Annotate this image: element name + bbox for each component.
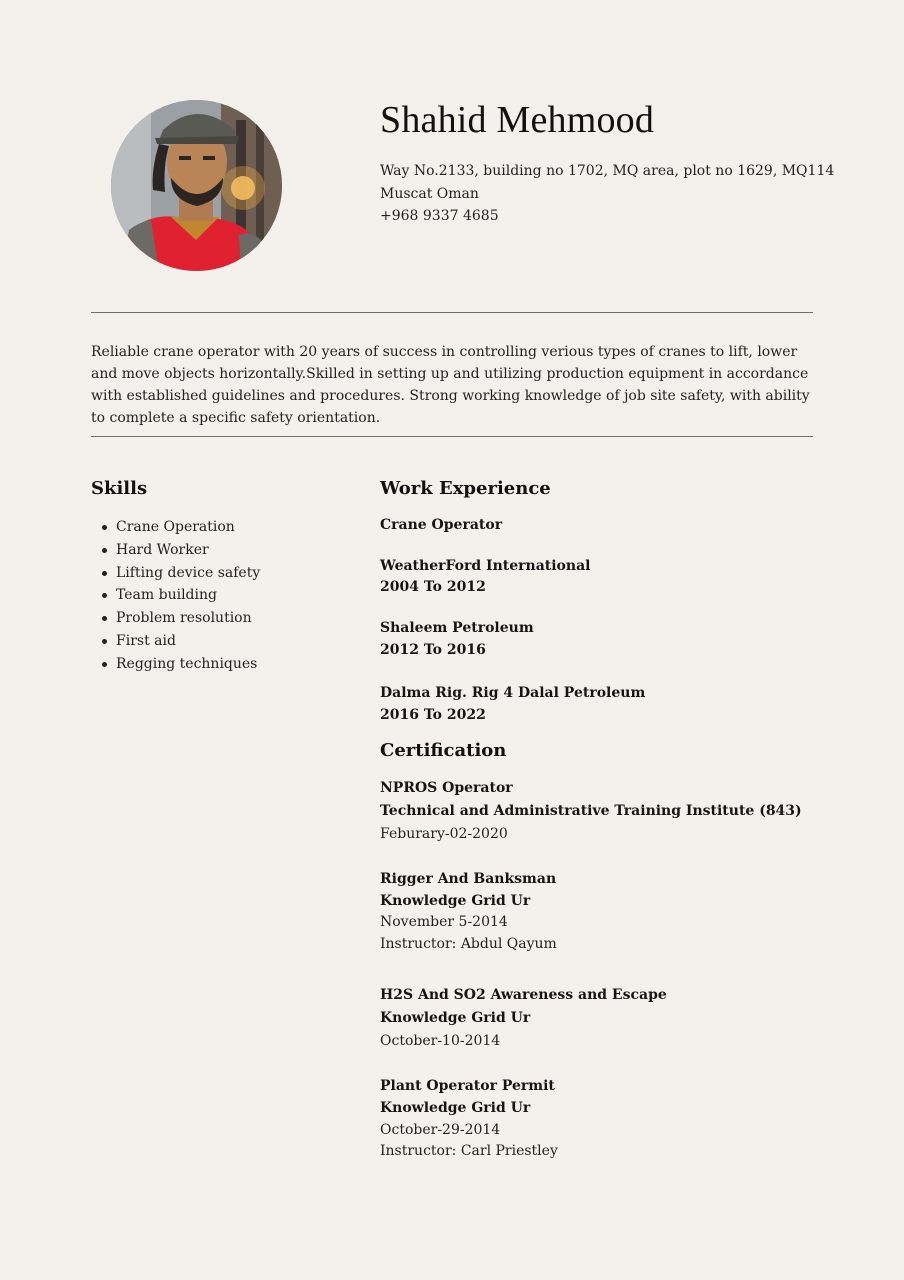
cert-instructor: Instructor: Abdul Qayum bbox=[380, 936, 557, 952]
cert-instructor: Instructor: Carl Priestley bbox=[380, 1143, 558, 1159]
job-position: Crane Operator bbox=[380, 517, 503, 533]
profile-photo bbox=[111, 100, 282, 271]
divider-top bbox=[91, 312, 813, 313]
cert-institute: Knowledge Grid Ur bbox=[380, 893, 531, 909]
job-company: WeatherFord International bbox=[380, 558, 591, 574]
cert-institute: Technical and Administrative Training Institute (843) bbox=[380, 803, 802, 819]
job-company: Dalma Rig. Rig 4 Dalal Petroleum bbox=[380, 685, 646, 701]
profile-portrait-illustration bbox=[111, 100, 282, 271]
phone-number: +968 9337 4685 bbox=[380, 208, 499, 224]
job-period: 2012 To 2016 bbox=[380, 642, 486, 658]
professional-summary: Reliable crane operator with 20 years of success in controlling verious types of cranes to lift, lower and move objects horizontally.Skilled in setting up and utilizing production equipment in accordance with established guidelines and procedures. Strong working knowledge of job site safety, with ability to complete a specific safety orientation. bbox=[91, 344, 810, 426]
skill-item: Hard Worker bbox=[91, 539, 260, 562]
cert-institute: Knowledge Grid Ur bbox=[380, 1010, 531, 1026]
cert-date: October-29-2014 bbox=[380, 1122, 501, 1138]
skill-item: First aid bbox=[91, 630, 260, 653]
job-period: 2004 To 2012 bbox=[380, 579, 486, 595]
cert-institute: Knowledge Grid Ur bbox=[380, 1100, 531, 1116]
cert-date: Feburary-02-2020 bbox=[380, 826, 508, 842]
address-line-2: Muscat Oman bbox=[380, 185, 479, 202]
job-period: 2016 To 2022 bbox=[380, 707, 486, 723]
cert-name: NPROS Operator bbox=[380, 780, 513, 796]
skill-item: Team building bbox=[91, 584, 260, 607]
contact-details bbox=[380, 160, 834, 228]
skill-item: Crane Operation bbox=[91, 516, 260, 539]
cert-name: H2S And SO2 Awareness and Escape bbox=[380, 987, 667, 1003]
divider-bottom bbox=[91, 436, 813, 437]
cert-name: Plant Operator Permit bbox=[380, 1078, 555, 1094]
cert-name: Rigger And Banksman bbox=[380, 871, 557, 887]
skills-heading: Skills bbox=[91, 478, 148, 499]
cert-date: November 5-2014 bbox=[380, 914, 508, 930]
skill-item: Problem resolution bbox=[91, 607, 260, 630]
address-line-1: Way No.2133, building no 1702, MQ area, plot no 1629, MQ114 bbox=[380, 163, 835, 179]
cert-date: October-10-2014 bbox=[380, 1033, 501, 1049]
work-experience-heading: Work Experience bbox=[380, 478, 551, 499]
job-company: Shaleem Petroleum bbox=[380, 620, 534, 636]
skills-list bbox=[91, 516, 260, 676]
skill-item: Regging techniques bbox=[91, 653, 260, 676]
candidate-name: Shahid Mehmood bbox=[380, 99, 655, 141]
skill-item: Lifting device safety bbox=[91, 562, 260, 585]
certification-heading: Certification bbox=[380, 740, 507, 761]
